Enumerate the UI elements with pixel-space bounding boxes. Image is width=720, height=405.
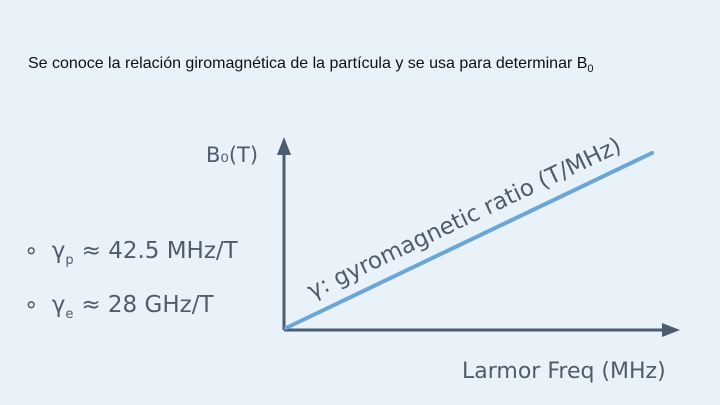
bullet-icon: ∘ (24, 238, 39, 264)
x-axis-arrowhead (662, 323, 680, 337)
gamma-symbol: γ (51, 238, 66, 264)
gamma-subscript: p (65, 253, 74, 268)
line-label: γ: gyromagnetic ratio (T/MHz) (303, 132, 626, 305)
gamma-list (24, 238, 239, 322)
slide-title-subscript: 0 (587, 63, 594, 76)
gamma-value: ≈ 42.5 MHz/T (81, 238, 238, 264)
x-axis-label: Larmor Freq (MHz) (462, 359, 666, 384)
y-axis-arrowhead (277, 137, 291, 155)
bullet-icon: ∘ (24, 292, 39, 318)
gyromagnetic-ratio-line (286, 153, 652, 328)
gamma-value: ≈ 28 GHz/T (81, 292, 214, 318)
y-axis-label: B₀(T) (206, 143, 259, 167)
list-item-proton (24, 238, 239, 268)
gamma-subscript: e (65, 307, 74, 322)
list-item-electron (24, 292, 214, 322)
gamma-symbol: γ (51, 292, 66, 318)
slide-title-text: Se conoce la relación giromagnética de la partícula y se usa para determinar B (28, 55, 588, 72)
